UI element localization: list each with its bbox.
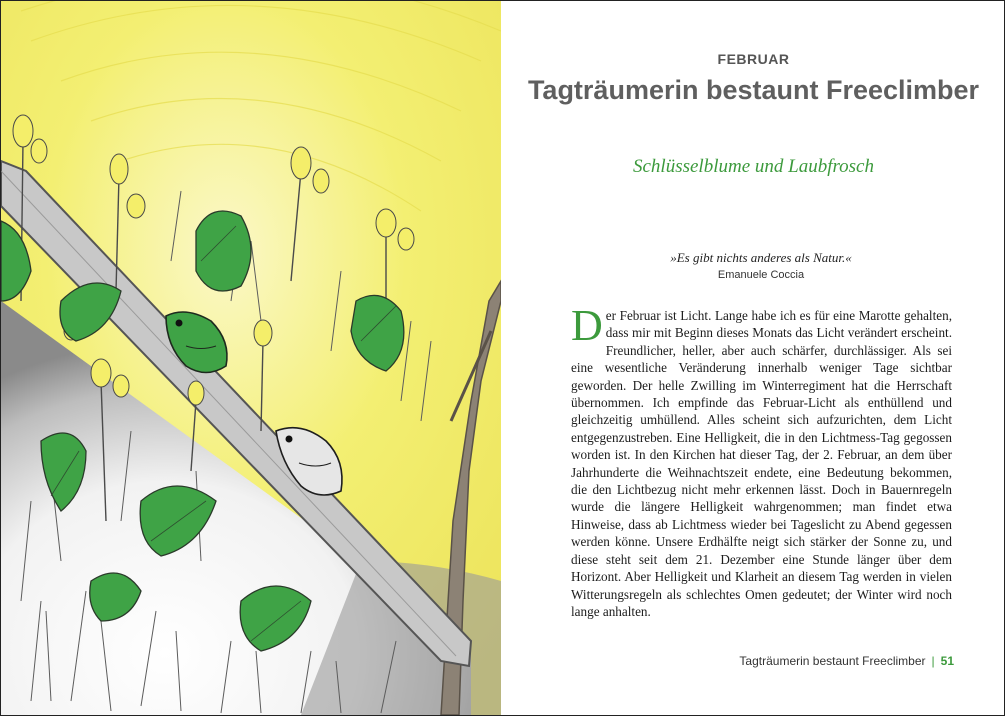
- body-text: er Februar ist Licht. Lange habe ich es für eine Marotte gehalten, dass mir mit Beginn dieses Monats das Licht verändert erscheint. Freundlicher, heller, aber auch schärfer, durchlässiger. Als sei eine wesentliche Veränderung innerhalb weniger Tage sichtbar geworden. Der helle Zwilling im Winterregiment hat die Herrschaft übernommen. Ich empfinde das Februar-Licht als enthüllend und gleichzeitig umhüllend. Alles scheint sich aufzurichten, dem Licht entgegenzustreben. Eine Helligkeit, die in den Lichtmess-Tag gegossen worden ist. In den Kirchen hat dieser Tag, der 2. Februar, an dem über Jahrhunderte die Weihnachtszeit endete, eine Bedeutung bekommen, die den Lichtbezug nicht mehr erkennen lässt. Doch in Bauernregeln wurde die längere Helligkeit wahrgenommen; man findet etwa Hinweise, dass ab Lichtmess wieder bei Tageslicht zu Abend gegessen werden könne. Unsere Erdhälfte neigt sich stärker der Sonne zu, und diese steht seit dem 21. Dezember eine Stunde länger über dem Horizont. Aber Helligkeit und Klarheit an diesem Tag werden in vielen Witterungsregeln als schlechtes Omen gedeutet; der Winter wird noch lange anhalten.: [571, 308, 952, 619]
- epigraph-author: Emanuele Coccia: [717, 269, 805, 281]
- page-number: 51: [940, 654, 954, 668]
- page-footer: [739, 654, 954, 668]
- illustration-primrose-and-tree-frog: [1, 1, 501, 715]
- drop-cap: D: [571, 301, 603, 350]
- chapter-kicker: FEBRUAR: [717, 51, 790, 67]
- chapter-title: [503, 75, 1004, 106]
- footer-separator: |: [931, 654, 935, 668]
- illustration-drawing: [1, 1, 501, 715]
- chapter-subtitle: Schlüsselblume und Laubfrosch: [632, 156, 874, 177]
- chapter-title-text: Tagträumerin bestaunt Freeclimber: [527, 75, 980, 105]
- running-title: Tagträumerin bestaunt Freeclimber: [739, 654, 926, 668]
- epigraph-quote: »Es gibt nichts anderes als Natur.«: [670, 250, 852, 265]
- text-page: [503, 1, 1004, 715]
- body-paragraph: [571, 301, 952, 620]
